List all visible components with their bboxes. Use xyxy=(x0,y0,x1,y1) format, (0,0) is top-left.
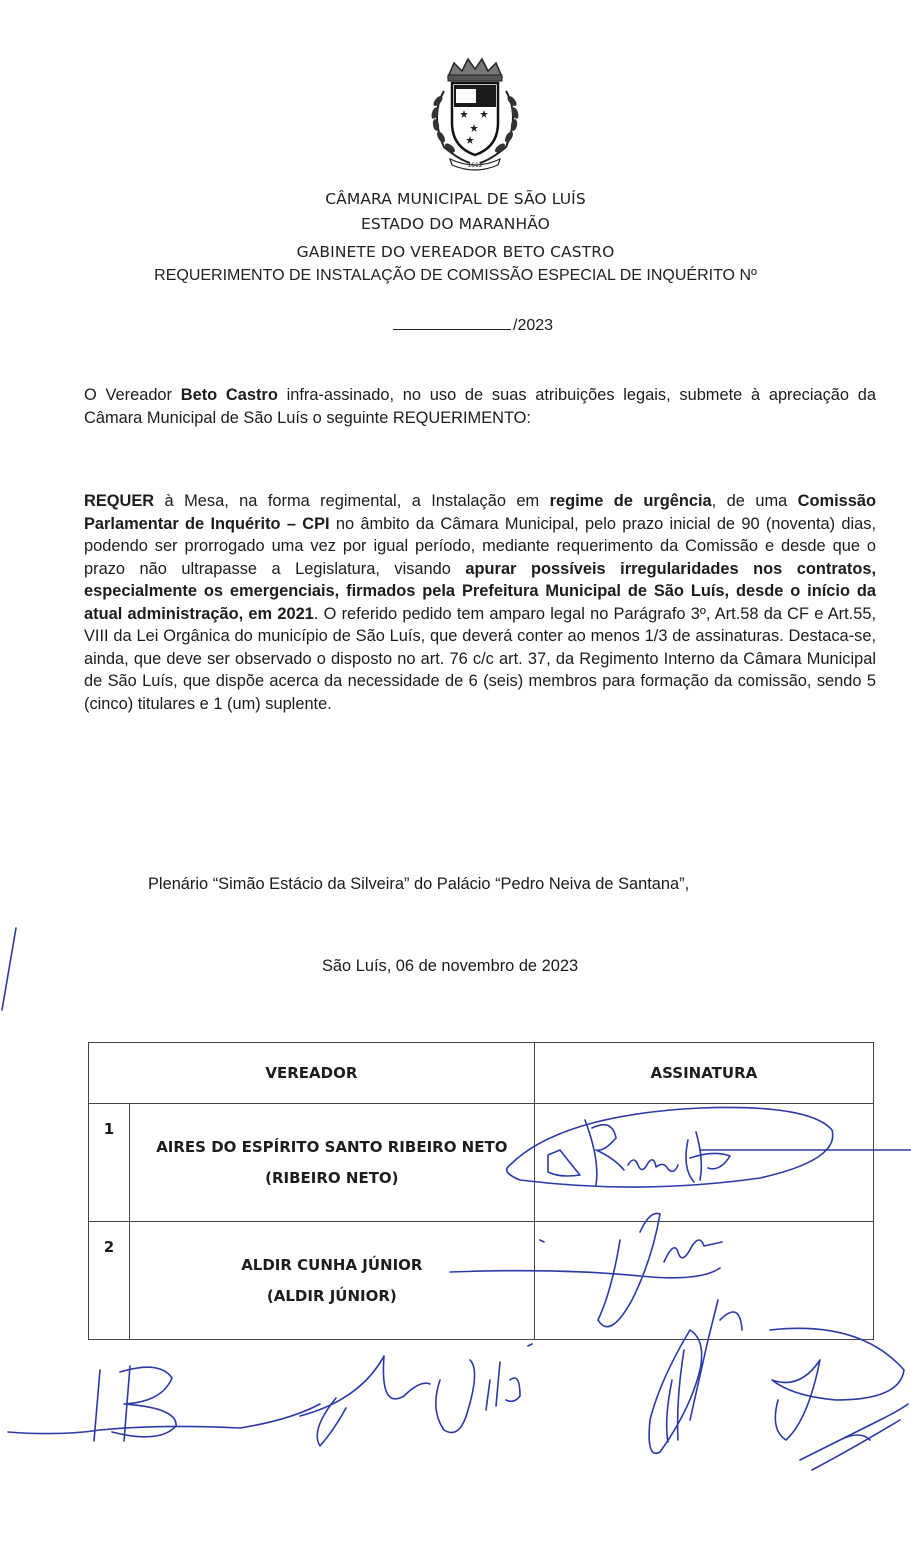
councillor-full-name: ALDIR CUNHA JÚNIOR xyxy=(241,1255,423,1274)
date-line: São Luís, 06 de novembro de 2023 xyxy=(322,957,579,975)
signature-table xyxy=(88,1042,874,1340)
document-number xyxy=(393,315,553,335)
signature-cell xyxy=(534,1222,873,1340)
row-number: 1 xyxy=(89,1104,130,1222)
councillor-name-cell xyxy=(129,1104,534,1222)
document-title: REQUERIMENTO DE INSTALAÇÃO DE COMISSÃO ESPECIAL DE INQUÉRITO Nº xyxy=(154,267,757,284)
margin-mark-icon xyxy=(2,928,16,1010)
councillor-name-cell xyxy=(129,1222,534,1340)
intro-paragraph: O Vereador Beto Castro infra-assinado, no uso de suas atribuições legais, submete à apreciação da Câmara Municipal de São Luís o seguinte REQUERIMENTO: xyxy=(84,386,876,427)
header-office: GABINETE DO VEREADOR BETO CASTRO xyxy=(296,243,615,261)
councillor-full-name: AIRES DO ESPÍRITO SANTO RIBEIRO NETO xyxy=(156,1137,508,1156)
author-name: Beto Castro xyxy=(180,386,278,404)
signature-bottom-center-icon xyxy=(649,1330,702,1453)
signature-bottom-right-icon xyxy=(770,1328,904,1440)
table-row xyxy=(89,1104,874,1222)
column-header-assinatura: ASSINATURA xyxy=(534,1043,873,1104)
crest-ribbon-text: 1612 xyxy=(467,162,483,169)
signature-bottom-left-icon xyxy=(8,1404,320,1434)
row-number: 2 xyxy=(89,1222,130,1340)
header-chamber: CÂMARA MUNICIPAL DE SÃO LUÍS xyxy=(325,190,586,208)
header-state: ESTADO DO MARANHÃO xyxy=(361,215,550,233)
request-paragraph: REQUER à Mesa, na forma regimental, a Instalação em regime de urgência, de uma Comissão Parlamentar de Inquérito – CPI no âmbito da Câmara Municipal, pelo prazo inicial de 90 (noventa) dias, podendo ser prorrogado uma vez por igual período, mediante requerimento da Comissão e desde que o prazo não ultrapasse a Legislatura, visando apurar possíveis irregularidades nos contratos, especialmente os emergenciais, firmados pela Prefeitura Municipal de São Luís, desde o início da atual administração, em 2021. O referido pedido tem amparo legal no Parágrafo 3º, Art.58 da CF e Art.55, VIII da Lei Orgânica do município de São Luís, que deverá conter ao menos 1/3 de assinaturas. Destaca-se, ainda, que deve ser observado o disposto no art. 76 c/c art. 37, da Regimento Interno da Câmara Municipal de São Luís, que dispõe acerca da necessidade de 6 (seis) membros para formação da comissão, sendo 5 (cinco) titulares e 1 (um) suplente. xyxy=(84,492,876,713)
column-header-vereador: VEREADOR xyxy=(89,1043,535,1104)
plenario-line: Plenário “Simão Estácio da Silveira” do Palácio “Pedro Neiva de Santana”, xyxy=(148,875,690,893)
signature-cell xyxy=(534,1104,873,1222)
coat-of-arms-icon xyxy=(410,55,540,173)
table-row xyxy=(89,1222,874,1340)
number-blank xyxy=(393,315,511,330)
number-suffix: /2023 xyxy=(513,317,554,334)
councillor-nickname: (RIBEIRO NETO) xyxy=(265,1168,399,1187)
councillor-nickname: (ALDIR JÚNIOR) xyxy=(266,1286,397,1305)
table-header-row xyxy=(89,1043,874,1104)
